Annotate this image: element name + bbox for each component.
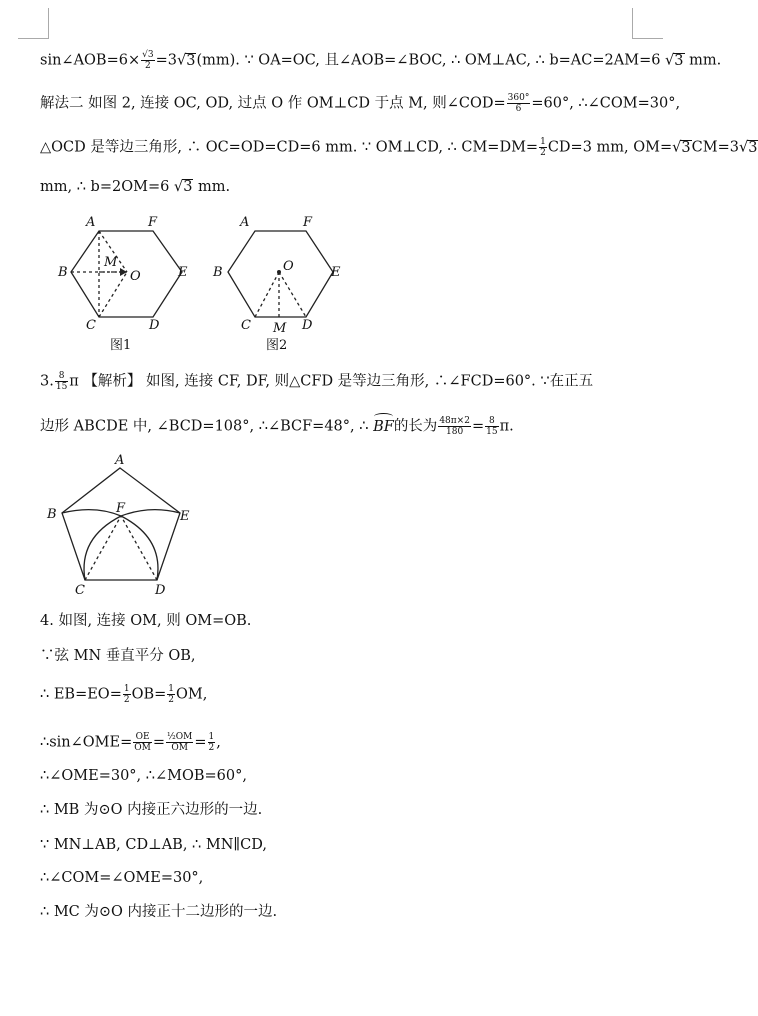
- text-segment: 边形 ABCDE 中, ∠BCD=108°, ∴∠BCF=48°, ∴: [40, 418, 374, 435]
- fig1-label-m: M: [104, 255, 118, 270]
- fig3-label-c: C: [75, 583, 85, 598]
- numerator: ½OM: [167, 732, 193, 742]
- fig1-label-e: E: [178, 265, 188, 280]
- arc-label: BF: [373, 418, 394, 435]
- numerator: 1: [208, 732, 215, 742]
- segment-oc: [255, 272, 279, 317]
- denominator: 2: [144, 61, 151, 71]
- segment-co: [99, 272, 127, 317]
- arc-bf: [62, 510, 121, 516]
- fig1-label-a: A: [86, 215, 96, 230]
- text-segment: 解法二 如图 2, 连接 OC, OD, 过点 O 作 OM⊥CD 于点 M, 则∠COD=: [40, 95, 506, 112]
- text-segment: △OCD 是等边三角形, ∴ OC=OD=CD=6 mm. ∵ OM⊥CD, ∴ CM=DM=: [40, 139, 539, 156]
- text-line-15: ∴ MC 为⊙O 内接正十二边形的一边.: [40, 904, 278, 920]
- text-segment: π.: [499, 418, 514, 435]
- denominator: 15: [55, 382, 68, 392]
- text-segment: CD=3 mm, OM=: [547, 139, 673, 156]
- numerator: 48π×2: [439, 416, 470, 426]
- fig2-label-f: F: [303, 215, 313, 230]
- numerator: 360°: [507, 93, 530, 103]
- hexagon-1: [71, 231, 182, 317]
- text-segment: ∴sin∠OME=: [40, 734, 133, 751]
- fig1-label-c: C: [86, 318, 96, 333]
- segment-cf: [85, 516, 121, 580]
- denominator: OM: [134, 743, 151, 753]
- text-segment: =: [152, 734, 166, 751]
- text-line-11: ∴∠OME=30°, ∴∠MOB=60°,: [40, 768, 247, 784]
- denominator: 15: [486, 427, 498, 437]
- text-segment: 3.: [40, 373, 54, 390]
- text-segment: ,: [216, 734, 221, 751]
- text-segment: =3: [155, 52, 177, 69]
- denominator: OM: [171, 743, 188, 753]
- numerator: √3: [142, 50, 154, 60]
- figure-1: [71, 231, 182, 317]
- text-line-3: △OCD 是等边三角形, ∴ OC=OD=CD=6 mm. ∵ OM⊥CD, ∴ CM=DM= $\frac{1}{2}$ CD=3 mm, OM=√3CM=3√3: [40, 137, 758, 158]
- fig1-label-o: O: [130, 269, 141, 284]
- figure-2: [228, 231, 333, 317]
- radicand: 3: [186, 52, 196, 69]
- text-segment: =: [471, 418, 485, 435]
- denominator: 2: [208, 743, 215, 753]
- denominator: 2: [168, 695, 175, 705]
- radicand: 3: [674, 52, 684, 69]
- fig1-caption: 图1: [110, 338, 132, 353]
- radicand: 3: [183, 179, 193, 195]
- denominator: 180: [446, 427, 464, 437]
- numerator: 8: [485, 416, 498, 427]
- text-segment: OB=: [131, 686, 167, 703]
- text-segment: mm.: [689, 52, 722, 69]
- numerator: 1: [168, 684, 175, 694]
- text-line-14: ∴∠COM=∠OME=30°,: [40, 870, 204, 886]
- denominator: 2: [540, 148, 546, 158]
- text-line-13: ∵ MN⊥AB, CD⊥AB, ∴ MN∥CD,: [40, 837, 267, 853]
- text-segment: OM,: [176, 686, 208, 703]
- denominator: 2: [123, 695, 130, 705]
- text-segment: ∴ EB=EO=: [40, 686, 122, 703]
- fig2-label-d: D: [302, 318, 313, 333]
- segment-od: [279, 272, 306, 317]
- fig2-label-a: A: [240, 215, 250, 230]
- text-line-4: mm, ∴ b=2OM=6 √3 mm.: [40, 179, 231, 195]
- fig1-label-b: B: [58, 265, 68, 280]
- text-segment: sin∠AOB=6×: [40, 52, 141, 69]
- text-segment: mm.: [198, 179, 231, 195]
- fig2-caption: 图2: [266, 338, 288, 353]
- numerator: 8: [55, 371, 68, 382]
- fig1-label-f: F: [148, 215, 158, 230]
- fig3-label-d: D: [155, 583, 166, 598]
- text-segment: 的长为: [393, 418, 438, 435]
- numerator: 1: [123, 684, 130, 694]
- text-segment: =: [194, 734, 207, 751]
- fig2-label-m: M: [273, 321, 287, 336]
- text-line-12: ∴ MB 为⊙O 内接正六边形的一边.: [40, 802, 263, 818]
- figure-3: [62, 468, 180, 580]
- radicand: 3: [748, 139, 758, 156]
- fig3-label-a: A: [115, 453, 125, 468]
- fig2-label-e: E: [331, 265, 341, 280]
- fig2-label-b: B: [213, 265, 223, 280]
- fig3-label-b: B: [47, 507, 57, 522]
- text-segment: π 【解析】 如图, 连接 CF, DF, 则△CFD 是等边三角形, ∴∠FCD=60°. ∵在正五: [69, 373, 594, 390]
- text-line-1: sin∠AOB=6× $\frac{√3}{2}$ =3√3(mm). ∵ OA=OC, 且∠AOB=∠BOC, ∴ OM⊥AC, ∴ b=AC=2AM=6 √3 mm.: [40, 50, 722, 71]
- text-segment: mm, ∴ b=2OM=6: [40, 179, 170, 195]
- radicand: 3: [681, 139, 691, 156]
- segment-df: [121, 516, 157, 580]
- text-line-7: 4. 如图, 连接 OM, 则 OM=OB.: [40, 613, 252, 629]
- arc-fe: [121, 510, 180, 516]
- numerator: OE: [133, 732, 152, 743]
- fig3-label-e: E: [180, 509, 190, 524]
- fig2-label-c: C: [241, 318, 251, 333]
- text-segment: CM=3: [691, 139, 739, 156]
- text-segment: (mm). ∵ OA=OC, 且∠AOB=∠BOC, ∴ OM⊥AC, ∴ b=AC=2AM=6: [196, 52, 661, 69]
- fig3-label-f: F: [116, 501, 126, 516]
- pentagon: [62, 468, 180, 580]
- fig2-label-o: O: [283, 259, 294, 274]
- text-segment: =60°, ∴∠COM=30°,: [531, 95, 681, 112]
- text-line-8: ∵弦 MN 垂直平分 OB,: [40, 648, 196, 664]
- fig1-label-d: D: [149, 318, 160, 333]
- center-point-o: [277, 270, 281, 274]
- denominator: 6: [515, 104, 522, 114]
- numerator: 1: [540, 137, 546, 147]
